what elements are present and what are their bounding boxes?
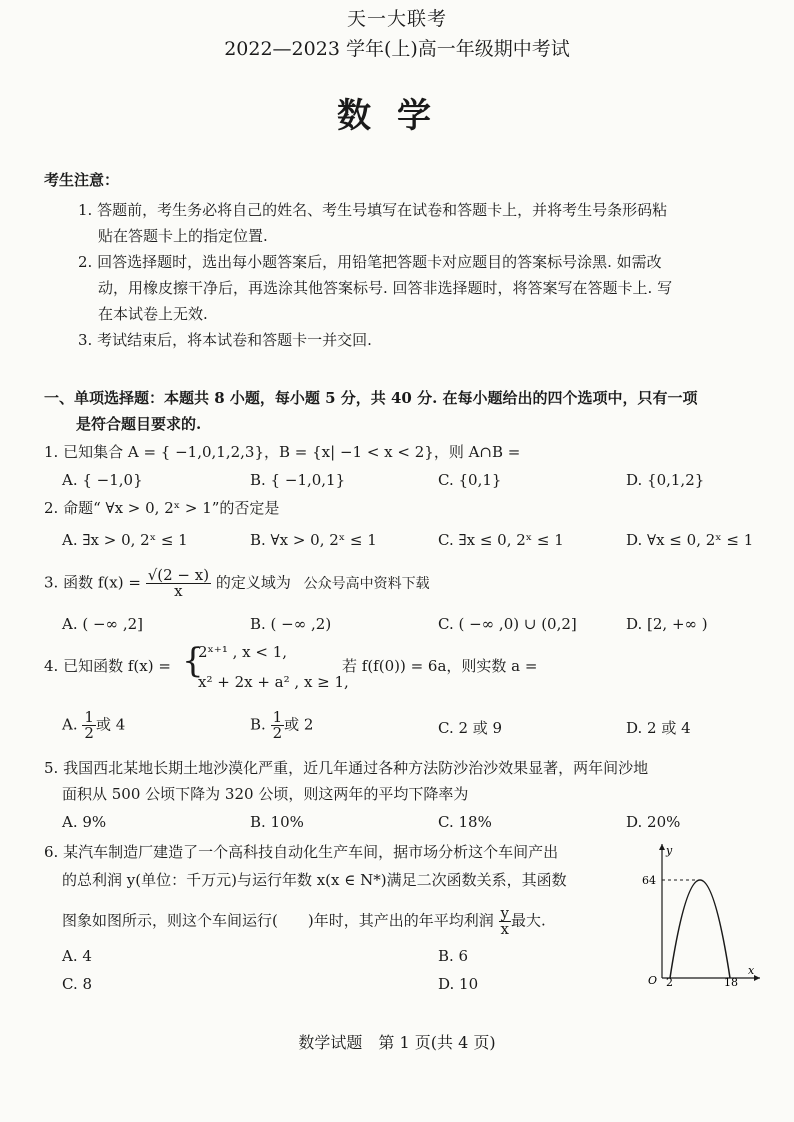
q6-option-b: B. 6 [438,947,469,965]
q5-option-b: B. 10% [250,813,304,831]
peak-value-label: 64 [642,874,656,887]
q6-line-2: 的总利润 y(单位：千万元)与运行年数 x(x ∈ N*)满足二次函数关系，其函数 [62,871,567,889]
q1-option-a: A. { −1,0} [62,471,143,489]
q5-option-a: A. 9% [62,813,107,831]
q4-option-a-denominator: 2 [84,724,94,742]
x-axis-arrow [754,975,760,981]
q4-option-b-numerator: 1 [272,708,283,726]
q4-option-b-label: B. [250,715,266,734]
notice-item-2-line-3: 在本试卷上无效. [98,305,208,323]
org-name: 天一大联考 [346,8,447,30]
notice-item-1-line-1: 1. 答题前，考生务必将自己的姓名、考生号填写在试卷和答题卡上，并将考生号条形码粘 [78,201,668,219]
q2-option-d: D. ∀x ≤ 0, 2ˣ ≤ 1 [626,531,754,549]
q4-option-a [62,710,125,741]
q5-option-c: C. 18% [438,813,492,831]
q3-option-a: A. ( −∞ ,2] [62,615,143,633]
q3-watermark: 公众号高中资料下载 [303,575,430,592]
page-footer: 数学试题 第 1 页(共 4 页) [298,1033,496,1052]
q3-fraction-denominator: x [174,582,183,600]
x-tick-label-1: 2 [666,976,673,988]
q4-option-a-numerator: 1 [84,708,94,726]
q6-fraction-numerator: y [500,904,509,922]
q2-option-a: A. ∃x > 0, 2ˣ ≤ 1 [62,531,188,549]
q2-stem: 2. 命题“ ∀x > 0, 2ˣ > 1”的否定是 [44,499,280,517]
q3-fraction-numerator: √(2 − x) [147,566,210,584]
q5-line-2: 面积从 500 公顷下降为 320 公顷，则这两年的平均下降率为 [62,785,469,803]
q4-option-a-tail: 或 4 [95,715,126,734]
notice-item-1-line-2: 贴在答题卡上的指定位置. [98,227,268,245]
q4-brace: { [182,641,204,681]
q4-prefix: 4. 已知函数 f(x) = [44,657,171,675]
q3-option-d: D. [2, +∞ ) [626,615,708,633]
q4-option-d: D. 2 或 4 [626,719,691,737]
q5-option-d: D. 20% [626,813,681,831]
q6-fraction [499,906,511,937]
q1-option-d: D. {0,1,2} [626,471,705,489]
q1-stem: 1. 已知集合 A = { −1,0,1,2,3}，B = {x| −1 < x < 2}，则 A∩B = [44,443,521,461]
q3-suffix: 的定义域为 [215,573,291,592]
q3-prefix: 3. 函数 f(x) = [44,573,141,592]
y-axis-arrow [659,844,665,850]
q6-fraction-denominator: x [500,920,509,938]
q6-line-1: 6. 某汽车制造厂建造了一个高科技自动化生产车间，据市场分析这个车间产出 [44,843,559,861]
q1-option-b: B. { −1,0,1} [250,471,346,489]
q6-line-3 [62,906,546,937]
q3-option-b: B. ( −∞ ,2) [250,615,332,633]
subject-title: 数学 [337,96,457,136]
q4-option-b [250,710,313,741]
q2-option-b: B. ∀x > 0, 2ˣ ≤ 1 [250,531,377,549]
q6-option-d: D. 10 [438,975,479,993]
q5-line-1: 5. 我国西北某地长期土地沙漠化严重，近几年通过各种方法防沙治沙效果显著，两年间沙地 [44,759,649,777]
q6-option-c: C. 8 [62,975,93,993]
parabola-curve [670,880,730,978]
q4-option-b-tail: 或 2 [284,715,314,734]
x-tick-label-2: 18 [724,976,738,988]
q6-option-a: A. 4 [62,947,92,965]
q4-option-a-fraction [82,710,96,741]
notice-item-2-line-1: 2. 回答选择题时，选出每小题答案后，用铅笔把答题卡对应题目的答案标号涂黑. 如需改 [78,253,662,271]
q6-line-3-end: 最大. [510,911,546,930]
q4-option-a-label: A. [62,715,78,734]
notice-title: 考生注意： [44,171,120,189]
q4-case-1: 2ˣ⁺¹ , x < 1, [198,643,288,661]
q4-case-2: x² + 2x + a² , x ≥ 1, [198,673,349,691]
q6-parabola-graph [632,838,764,988]
q3-stem [44,568,430,599]
notice-item-3: 3. 考试结束后，将本试卷和答题卡一并交回. [78,331,372,349]
section-heading-line-1: 一、单项选择题：本题共 8 小题，每小题 5 分，共 40 分. 在每小题给出的四个选项中，只有一项 [44,389,698,407]
q4-option-b-fraction [271,710,285,741]
q4-option-b-denominator: 2 [272,724,283,742]
q3-fraction [146,568,211,599]
q3-option-c: C. ( −∞ ,0) ∪ (0,2] [438,615,577,633]
q4-option-c: C. 2 或 9 [438,719,503,737]
q2-option-c: C. ∃x ≤ 0, 2ˣ ≤ 1 [438,531,564,549]
origin-label: O [648,974,658,987]
q4-suffix: 若 f(f(0)) = 6a，则实数 a = [342,657,538,675]
notice-item-2-line-2: 动，用橡皮擦干净后，再选涂其他答案标号. 回答非选择题时，将答案写在答题卡上. 写 [98,279,673,297]
exam-title: 2022—2023 学年(上)高一年级期中考试 [224,38,570,60]
section-heading-line-2: 是符合题目要求的. [76,415,202,433]
q6-line-3-start: 图象如图所示，则这个车间运行( )年时，其产出的年平均利润 [62,911,494,930]
x-axis-label: x [748,964,755,977]
y-axis-label: y [666,844,673,857]
q1-option-c: C. {0,1} [438,471,502,489]
